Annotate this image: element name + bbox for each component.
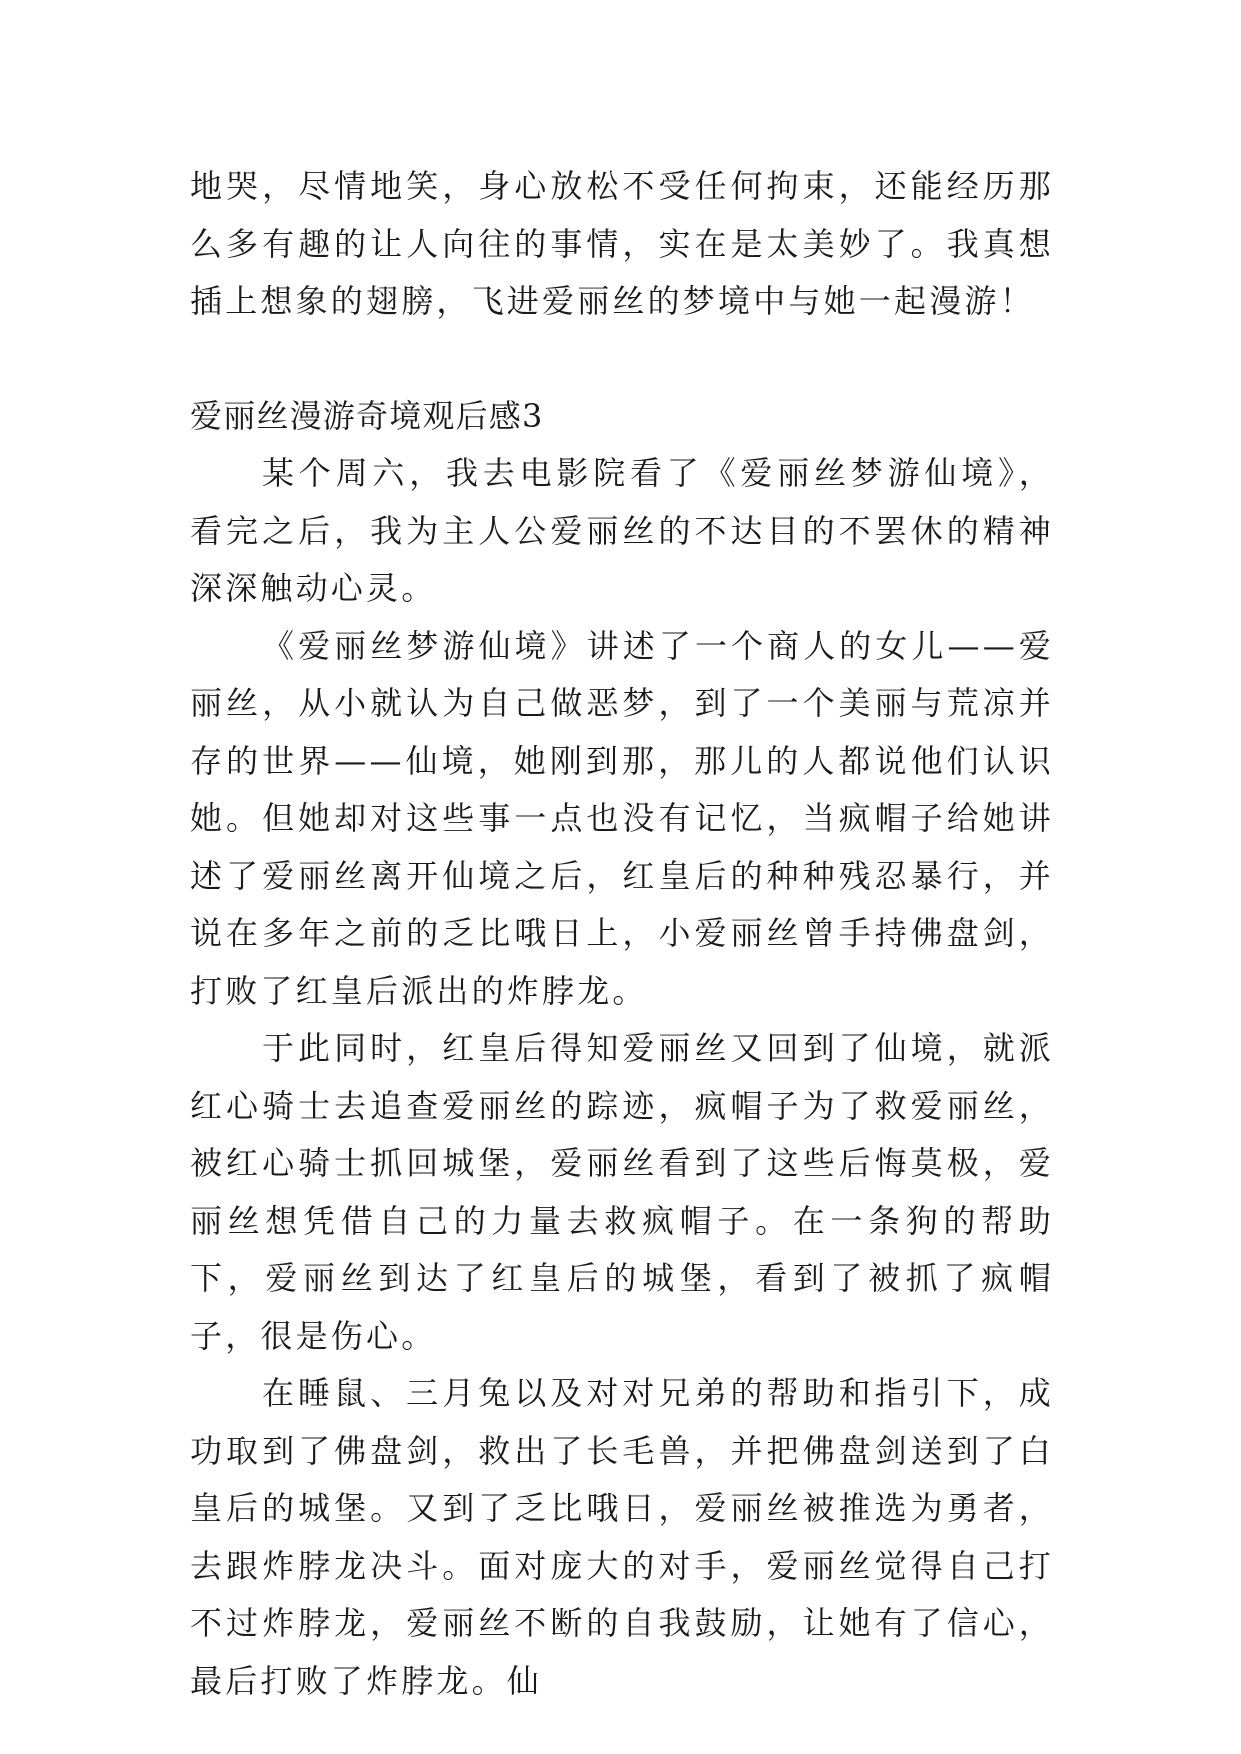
paragraph-3: 于此同时，红皇后得知爱丽丝又回到了仙境，就派红心骑士去追查爱丽丝的踪迹，疯帽子为了救爱丽丝，被红心骑士抓回城堡，爱丽丝看到了这些后悔莫极，爱丽丝想凭借自己的力量去救疯帽子。在一条狗的帮助下，爱丽丝到达了红皇后的城堡，看到了被抓了疯帽子，很是伤心。 bbox=[190, 1029, 1054, 1355]
paragraph-4: 在睡鼠、三月兔以及对对兄弟的帮助和指引下，成功取到了佛盘剑，救出了长毛兽，并把佛盘剑送到了白皇后的城堡。又到了乏比哦日，爱丽丝被推选为勇者，去跟炸脖龙决斗。面对庞大的对手，爱丽丝觉得自己打不过炸脖龙，爱丽丝不断的自我鼓励，让她有了信心，最后打败了炸脖龙。仙 bbox=[190, 1374, 1054, 1700]
paragraph-2: 《爱丽丝梦游仙境》讲述了一个商人的女儿——爱丽丝，从小就认为自己做恶梦，到了一个美丽与荒凉并存的世界——仙境，她刚到那，那儿的人都说他们认识她。但她却对这些事一点也没有记忆，当疯帽子给她讲述了爱丽丝离开仙境之后，红皇后的种种残忍暴行，并说在多年之前的乏比哦日上，小爱丽丝曾手持佛盘剑，打败了红皇后派出的炸脖龙。 bbox=[190, 626, 1054, 1010]
section-title: 爱丽丝漫游奇境观后感3 bbox=[190, 396, 544, 435]
paragraph-1: 某个周六，我去电影院看了《爱丽丝梦游仙境》，看完之后，我为主人公爱丽丝的不达目的不罢休的精神深深触动心灵。 bbox=[190, 454, 1054, 607]
document-body bbox=[190, 158, 1054, 1710]
continuation-paragraph: 地哭，尽情地笑，身心放松不受任何拘束，还能经历那么多有趣的让人向往的事情，实在是太美妙了。我真想插上想象的翅膀，飞进爱丽丝的梦境中与她一起漫游！ bbox=[190, 167, 1054, 320]
